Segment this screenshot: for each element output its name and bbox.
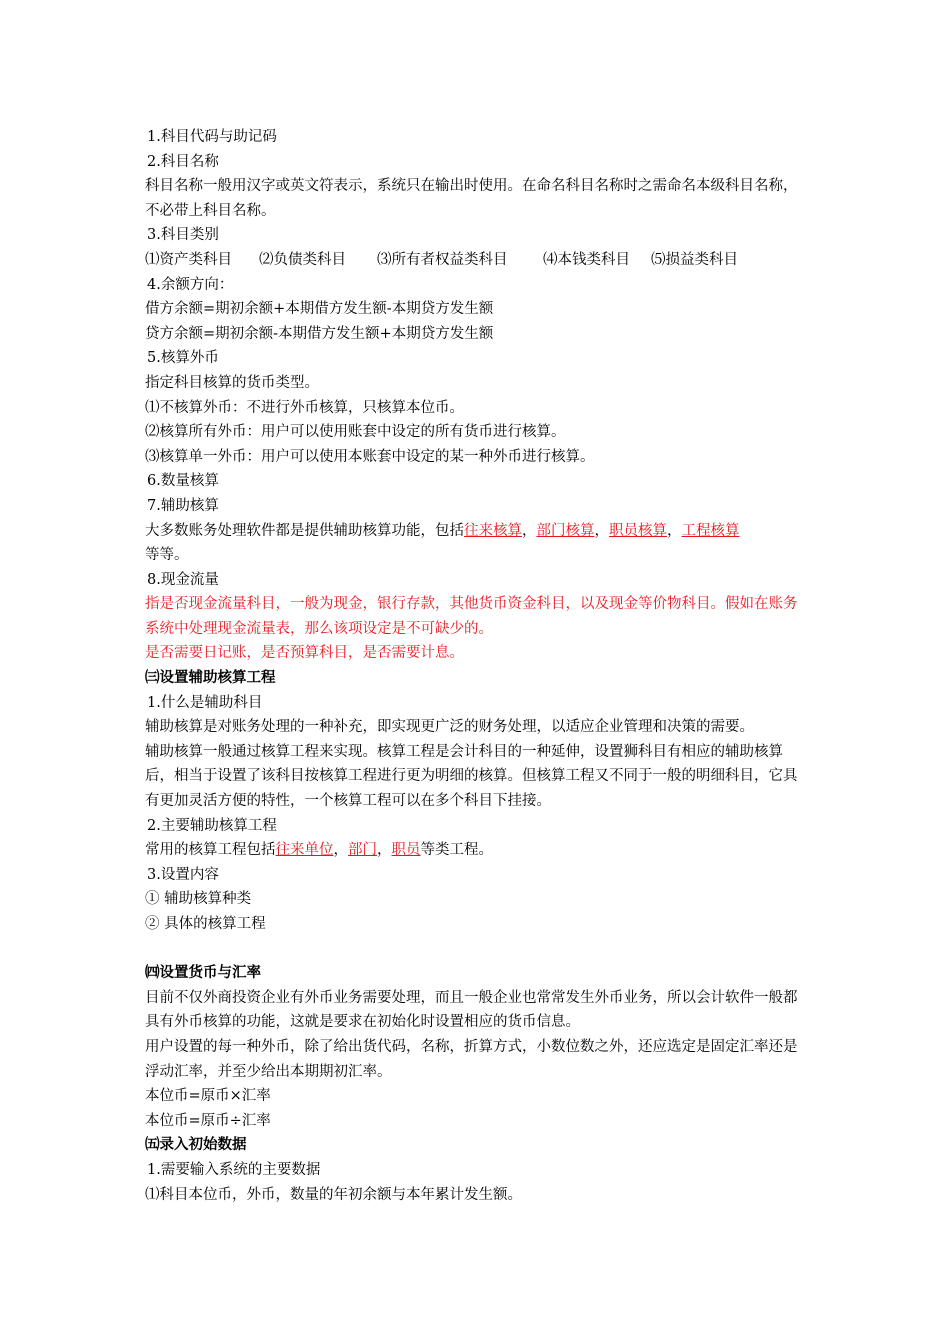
- separator: ，: [522, 522, 537, 539]
- section-heading: 1.什么是辅助科目: [147, 694, 263, 711]
- paragraph-projects: [145, 838, 805, 863]
- paragraph-aux: [145, 519, 805, 568]
- section-heading: 7.辅助核算: [147, 497, 219, 514]
- separator: ，: [377, 842, 392, 859]
- paragraph-red: 指是否现金流量科目，一般为现金，银行存款，其他货币资金科目，以及现金等价物科目。假如在账务系统中处理现金流量表，那么该项设定是不可缺少的。: [145, 596, 798, 637]
- paragraph: 辅助核算一般通过核算工程来实现。核算工程是会计科目的一种延伸，设置狮科目有相应的辅助核算后，相当于设置了该科目按核算工程进行更为明细的核算。但核算工程又不同于一般的明细科目，它具有更加灵活方便的特性，一个核算工程可以在多个科目下挂接。: [145, 743, 798, 810]
- paragraph: 目前不仅外商投资企业有外币业务需要处理，而且一般企业也常常发生外币业务，所以会计软件一般都具有外币核算的功能，这就是要求在初始化时设置相应的货币信息。: [145, 989, 798, 1031]
- paragraph: 科目名称一般用汉字或英文符表示，系统只在输出时使用。在命名科目名称时之需命名本级科目名称，不必带上科目名称。: [145, 178, 798, 219]
- formula: 贷方余额=期初余额-本期借方发生额+本期贷方发生额: [145, 325, 494, 342]
- link-staff-accounting[interactable]: 职员核算: [609, 522, 667, 539]
- chapter-heading: ㈢设置辅助核算工程: [145, 669, 276, 687]
- formula: 本位币=原币÷汇率: [145, 1112, 271, 1129]
- section-heading: 4.余额方向：: [147, 276, 234, 293]
- section-heading: 3.科目类别: [147, 227, 219, 244]
- link-project-accounting[interactable]: 工程核算: [681, 522, 740, 539]
- category-item: ⑸损益类科目: [651, 251, 738, 268]
- blank-line: [145, 937, 805, 962]
- section-heading: 8.现金流量: [147, 571, 219, 588]
- category-item: ⑶所有者权益类科目: [377, 251, 508, 268]
- list-item: ⑴科目本位币，外币，数量的年初余额与本年累计发生额。: [145, 1186, 522, 1203]
- link-contact-unit[interactable]: 往来单位: [275, 842, 334, 859]
- chapter-heading: ㈣设置货币与汇率: [145, 964, 261, 982]
- section-heading: 5.核算外币: [147, 350, 219, 367]
- section-heading: 2.主要辅助核算工程: [147, 817, 277, 834]
- separator: ，: [333, 842, 348, 859]
- paragraph-red: 是否需要日记账，是否预算科目，是否需要计息。: [145, 645, 464, 662]
- list-item: ⑴不核算外币：不进行外币核算，只核算本位币。: [145, 399, 464, 416]
- section-heading: 1.需要输入系统的主要数据: [147, 1161, 321, 1178]
- link-contact-accounting[interactable]: 往来核算: [464, 522, 522, 539]
- separator: ，: [667, 522, 682, 539]
- document-body: [145, 125, 805, 1207]
- paragraph: 用户设置的每一种外币，除了给出货代码，名称，折算方式，小数位数之外，还应选定是固定汇率还是浮动汇率，并至少给出本期期初汇率。: [145, 1038, 798, 1080]
- section-heading: 2.科目名称: [147, 153, 219, 170]
- link-department-accounting[interactable]: 部门核算: [536, 522, 595, 539]
- paragraph: 辅助核算是对账务处理的一种补充，即实现更广泛的财务处理，以适应企业管理和决策的需要。: [145, 719, 754, 736]
- list-item: ② 具体的核算工程: [145, 916, 266, 932]
- formula: 本位币=原币×汇率: [145, 1088, 271, 1105]
- section-heading: 1.科目代码与助记码: [147, 129, 277, 145]
- category-list: [145, 248, 805, 273]
- chapter-heading: ㈤录入初始数据: [145, 1136, 247, 1154]
- text: 等等。: [145, 547, 189, 564]
- category-item: ⑷本钱类科目: [543, 251, 630, 268]
- paragraph: 指定科目核算的货币类型。: [145, 374, 319, 391]
- text: 常用的核算工程包括: [145, 842, 276, 859]
- category-item: ⑵负债类科目: [259, 251, 346, 268]
- category-item: ⑴资产类科目: [145, 251, 232, 268]
- link-staff[interactable]: 职员: [391, 842, 421, 859]
- section-heading: 3.设置内容: [147, 866, 219, 883]
- formula: 借方余额=期初余额+本期借方发生额-本期贷方发生额: [145, 301, 494, 318]
- separator: ，: [594, 522, 609, 539]
- section-heading: 6.数量核算: [147, 473, 219, 490]
- text: 等类工程。: [420, 842, 493, 859]
- text: 大多数账务处理软件都是提供辅助核算功能，包括: [145, 522, 464, 539]
- link-department[interactable]: 部门: [348, 842, 377, 859]
- list-item: ① 辅助核算种类: [145, 891, 252, 908]
- list-item: ⑵核算所有外币：用户可以使用账套中设定的所有货币进行核算。: [145, 424, 566, 441]
- list-item: ⑶核算单一外币：用户可以使用本账套中设定的某一种外币进行核算。: [145, 448, 595, 465]
